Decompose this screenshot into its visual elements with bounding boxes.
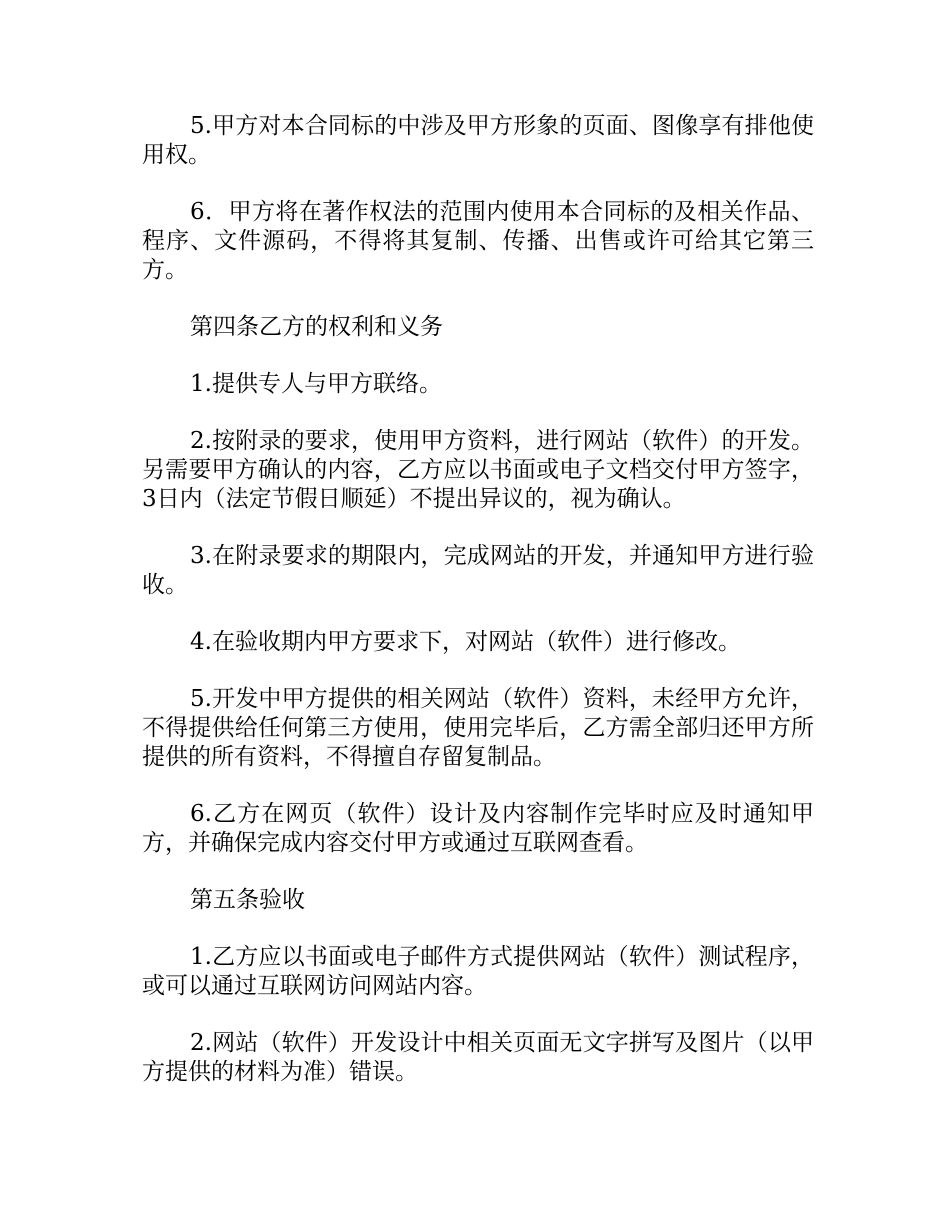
clause-4-2: 2.按附录的要求，使用甲方资料，进行网站（软件）的开发。另需要甲方确认的内容，乙方应以书面或电子文档交付甲方签字，3日内（法定节假日顺延）不提出异议的，视为确认。 xyxy=(142,428,814,512)
clause-4-5: 5.开发中甲方提供的相关网站（软件）资料，未经甲方允许，不得提供给任何第三方使用，使用完毕后，乙方需全部归还甲方所提供的所有资料，不得擅自存留复制品。 xyxy=(142,686,814,770)
clause-5-2: 2.网站（软件）开发设计中相关页面无文字拼写及图片（以甲方提供的材料为准）错误。 xyxy=(142,1030,814,1085)
clause-4-3: 3.在附录要求的期限内，完成网站的开发，并通知甲方进行验收。 xyxy=(142,543,814,598)
clause-5-1: 1.乙方应以书面或电子邮件方式提供网站（软件）测试程序，或可以通过互联网访问网站内容。 xyxy=(142,944,814,999)
document-body xyxy=(142,112,814,1115)
clause-4-1: 1.提供专人与甲方联络。 xyxy=(190,371,442,397)
clause-4-4: 4.在验收期内甲方要求下，对网站（软件）进行修改。 xyxy=(190,629,741,655)
clause-4-6: 6.乙方在网页（软件）设计及内容制作完毕时应及时通知甲方，并确保完成内容交付甲方或通过互联网查看。 xyxy=(142,801,814,856)
article-4-heading: 第四条乙方的权利和义务 xyxy=(190,314,443,340)
clause-3-6: 6．甲方将在著作权法的范围内使用本合同标的及相关作品、程序、文件源码，不得将其复制、传播、出售或许可给其它第三方。 xyxy=(142,199,814,283)
article-5-heading: 第五条验收 xyxy=(190,887,305,913)
clause-3-5: 5.甲方对本合同标的中涉及甲方形象的页面、图像享有排他使用权。 xyxy=(142,113,814,168)
